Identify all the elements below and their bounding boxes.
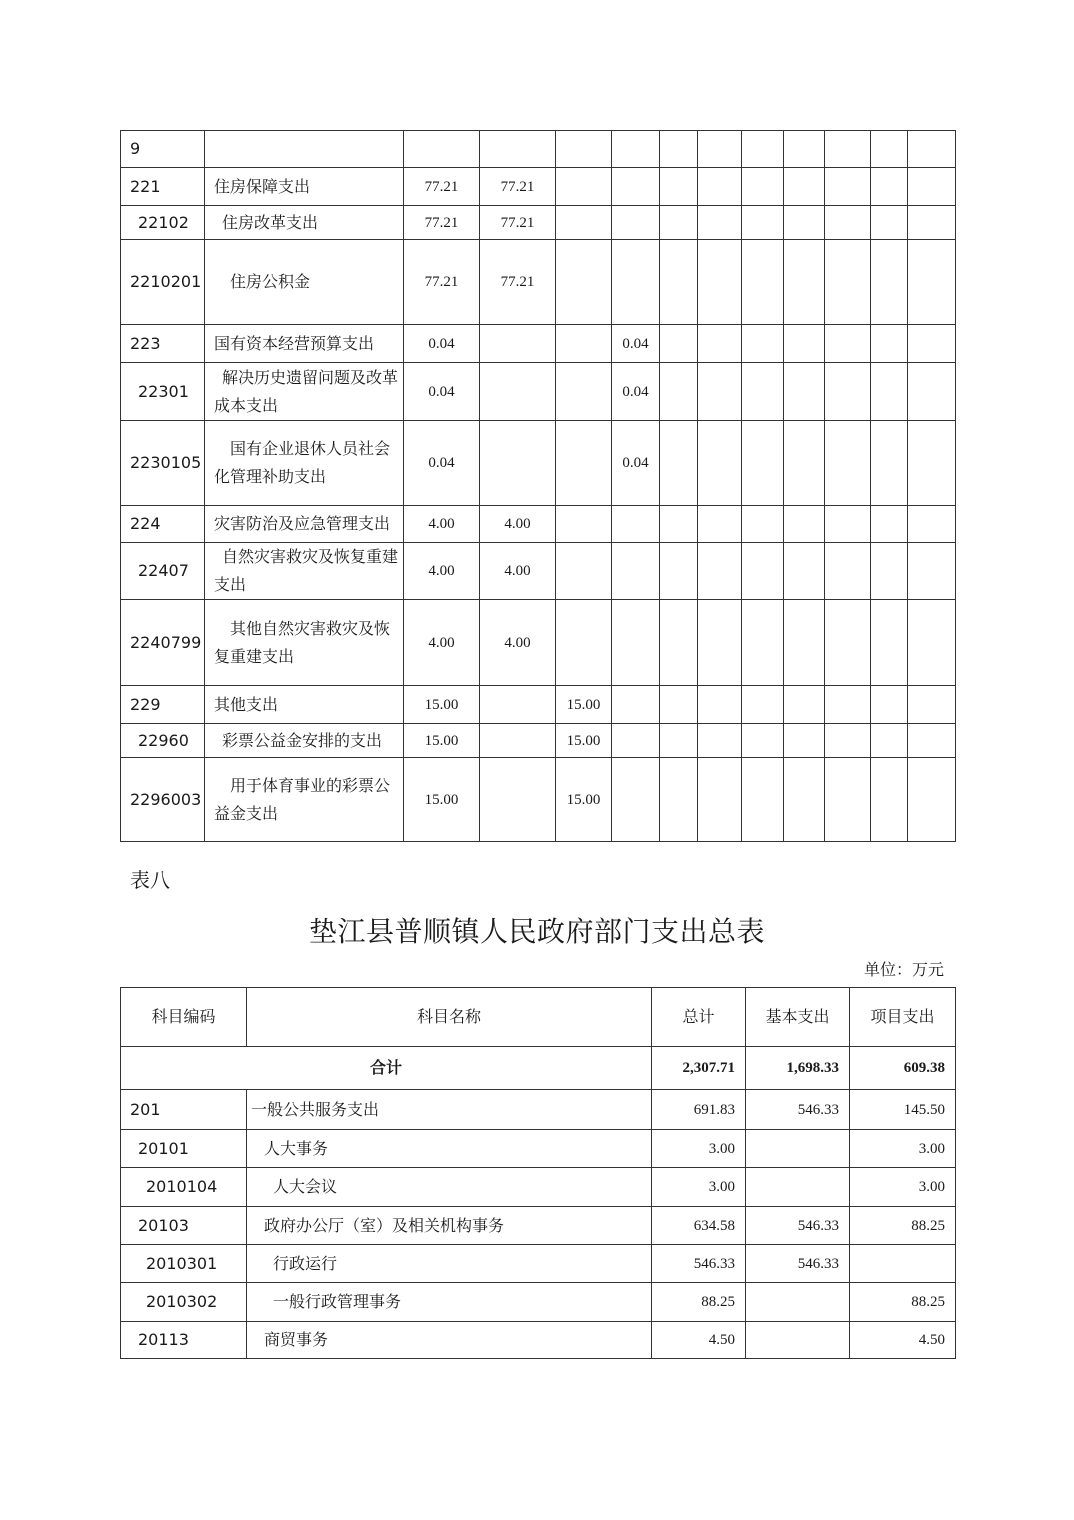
row-name: 住房保障支出 xyxy=(205,168,404,206)
empty-cell xyxy=(742,131,784,168)
table-row xyxy=(121,543,956,600)
header-basic: 基本支出 xyxy=(746,988,850,1047)
empty-cell xyxy=(698,506,742,543)
empty-cell xyxy=(742,543,784,600)
row-project xyxy=(556,421,612,506)
row-state-capital xyxy=(612,686,660,724)
row-name: 彩票公益金安排的支出 xyxy=(205,724,404,758)
empty-cell xyxy=(784,363,825,421)
empty-cell xyxy=(660,724,698,758)
row-code: 20101 xyxy=(121,1130,247,1168)
empty-cell xyxy=(871,168,908,206)
row-name: 一般公共服务支出 xyxy=(247,1090,652,1130)
empty-cell xyxy=(742,168,784,206)
row-code: 224 xyxy=(121,506,205,543)
empty-cell xyxy=(825,543,871,600)
row-code: 2210201 xyxy=(121,240,205,325)
table-row xyxy=(121,131,956,168)
empty-cell xyxy=(825,168,871,206)
row-total: 3.00 xyxy=(652,1130,746,1168)
empty-cell xyxy=(698,168,742,206)
row-total: 88.25 xyxy=(652,1283,746,1322)
table-row xyxy=(121,1283,956,1322)
row-project: 3.00 xyxy=(850,1130,956,1168)
row-total: 77.21 xyxy=(404,168,480,206)
row-code: 22407 xyxy=(121,543,205,600)
table-row xyxy=(121,325,956,363)
empty-cell xyxy=(825,758,871,842)
row-total: 546.33 xyxy=(652,1245,746,1283)
empty-cell xyxy=(871,724,908,758)
empty-cell xyxy=(908,421,956,506)
row-code: 22960 xyxy=(121,724,205,758)
empty-cell xyxy=(871,686,908,724)
empty-cell xyxy=(742,600,784,686)
row-basic: 77.21 xyxy=(480,206,556,240)
row-basic xyxy=(480,686,556,724)
empty-cell xyxy=(825,421,871,506)
row-basic xyxy=(746,1322,850,1359)
total-amount: 2,307.71 xyxy=(652,1047,746,1090)
table-row xyxy=(121,686,956,724)
row-basic: 4.00 xyxy=(480,543,556,600)
unit-label: 单位：万元 xyxy=(863,960,944,979)
empty-cell xyxy=(698,724,742,758)
empty-cell xyxy=(784,506,825,543)
row-code: 9 xyxy=(121,131,205,168)
row-total: 4.00 xyxy=(404,506,480,543)
row-basic: 4.00 xyxy=(480,506,556,543)
row-state-capital xyxy=(612,131,660,168)
empty-cell xyxy=(871,506,908,543)
table-row xyxy=(121,421,956,506)
row-project xyxy=(556,131,612,168)
empty-cell xyxy=(784,168,825,206)
empty-cell xyxy=(908,543,956,600)
row-name: 解决历史遗留问题及改革成本支出 xyxy=(205,363,404,421)
empty-cell xyxy=(742,325,784,363)
total-row xyxy=(121,1047,956,1090)
empty-cell xyxy=(698,325,742,363)
empty-cell xyxy=(825,686,871,724)
empty-cell xyxy=(660,543,698,600)
row-name: 其他自然灾害救灾及恢复重建支出 xyxy=(205,600,404,686)
row-basic: 77.21 xyxy=(480,168,556,206)
table-row xyxy=(121,600,956,686)
header-project: 项目支出 xyxy=(850,988,956,1047)
empty-cell xyxy=(660,206,698,240)
row-total: 15.00 xyxy=(404,758,480,842)
row-name: 政府办公厅（室）及相关机构事务 xyxy=(247,1207,652,1245)
row-code: 201 xyxy=(121,1090,247,1130)
row-project: 3.00 xyxy=(850,1168,956,1207)
row-project: 15.00 xyxy=(556,758,612,842)
row-code: 2240799 xyxy=(121,600,205,686)
empty-cell xyxy=(660,758,698,842)
row-basic xyxy=(480,363,556,421)
page-title: 垫江县普顺镇人民政府部门支出总表 xyxy=(308,915,765,948)
row-total: 4.50 xyxy=(652,1322,746,1359)
empty-cell xyxy=(742,506,784,543)
row-total: 0.04 xyxy=(404,363,480,421)
row-total: 0.04 xyxy=(404,325,480,363)
row-total: 15.00 xyxy=(404,724,480,758)
row-total: 15.00 xyxy=(404,686,480,724)
row-code: 2010104 xyxy=(121,1168,247,1207)
row-state-capital xyxy=(612,600,660,686)
empty-cell xyxy=(784,543,825,600)
row-project xyxy=(556,543,612,600)
table-row xyxy=(121,240,956,325)
empty-cell xyxy=(742,421,784,506)
table-row xyxy=(121,506,956,543)
table-row xyxy=(121,206,956,240)
row-code: 22102 xyxy=(121,206,205,240)
empty-cell xyxy=(660,600,698,686)
row-name: 其他支出 xyxy=(205,686,404,724)
row-code: 221 xyxy=(121,168,205,206)
row-name: 行政运行 xyxy=(247,1245,652,1283)
total-project: 609.38 xyxy=(850,1047,956,1090)
empty-cell xyxy=(908,240,956,325)
empty-cell xyxy=(908,363,956,421)
empty-cell xyxy=(908,600,956,686)
table-row xyxy=(121,1090,956,1130)
row-code: 229 xyxy=(121,686,205,724)
row-code: 20113 xyxy=(121,1322,247,1359)
row-project xyxy=(556,325,612,363)
empty-cell xyxy=(825,363,871,421)
row-basic: 546.33 xyxy=(746,1207,850,1245)
row-total: 634.58 xyxy=(652,1207,746,1245)
empty-cell xyxy=(908,724,956,758)
empty-cell xyxy=(742,758,784,842)
table-row xyxy=(121,363,956,421)
empty-cell xyxy=(825,600,871,686)
empty-cell xyxy=(871,363,908,421)
table-row xyxy=(121,1207,956,1245)
empty-cell xyxy=(698,686,742,724)
row-project xyxy=(556,206,612,240)
empty-cell xyxy=(742,206,784,240)
row-project xyxy=(556,363,612,421)
total-label: 合计 xyxy=(121,1047,652,1090)
row-total: 77.21 xyxy=(404,206,480,240)
empty-cell xyxy=(871,758,908,842)
row-name: 住房改革支出 xyxy=(205,206,404,240)
row-code: 2296003 xyxy=(121,758,205,842)
row-total xyxy=(404,131,480,168)
row-project: 15.00 xyxy=(556,724,612,758)
table-row xyxy=(121,1168,956,1207)
row-code: 22301 xyxy=(121,363,205,421)
table-row xyxy=(121,1322,956,1359)
row-name xyxy=(205,131,404,168)
empty-cell xyxy=(908,168,956,206)
empty-cell xyxy=(908,686,956,724)
empty-cell xyxy=(660,686,698,724)
empty-cell xyxy=(908,325,956,363)
row-name: 自然灾害救灾及恢复重建支出 xyxy=(205,543,404,600)
empty-cell xyxy=(871,600,908,686)
empty-cell xyxy=(825,206,871,240)
row-state-capital xyxy=(612,506,660,543)
row-project xyxy=(556,168,612,206)
row-code: 20103 xyxy=(121,1207,247,1245)
row-name: 人大会议 xyxy=(247,1168,652,1207)
row-basic xyxy=(480,758,556,842)
empty-cell xyxy=(825,506,871,543)
row-basic xyxy=(480,724,556,758)
empty-cell xyxy=(871,240,908,325)
table-header-row xyxy=(121,988,956,1047)
empty-cell xyxy=(742,724,784,758)
table-row xyxy=(121,724,956,758)
row-state-capital: 0.04 xyxy=(612,421,660,506)
row-state-capital xyxy=(612,543,660,600)
row-project xyxy=(850,1245,956,1283)
empty-cell xyxy=(784,325,825,363)
empty-cell xyxy=(908,131,956,168)
row-name: 一般行政管理事务 xyxy=(247,1283,652,1322)
empty-cell xyxy=(698,600,742,686)
empty-cell xyxy=(698,206,742,240)
empty-cell xyxy=(825,325,871,363)
empty-cell xyxy=(698,240,742,325)
row-basic: 4.00 xyxy=(480,600,556,686)
row-project xyxy=(556,600,612,686)
row-total: 77.21 xyxy=(404,240,480,325)
expenditure-summary-table xyxy=(120,987,956,1359)
row-state-capital xyxy=(612,168,660,206)
row-state-capital: 0.04 xyxy=(612,363,660,421)
row-basic xyxy=(480,325,556,363)
empty-cell xyxy=(871,206,908,240)
row-total: 0.04 xyxy=(404,421,480,506)
row-project: 4.50 xyxy=(850,1322,956,1359)
row-total: 4.00 xyxy=(404,543,480,600)
empty-cell xyxy=(698,421,742,506)
row-project: 15.00 xyxy=(556,686,612,724)
row-basic xyxy=(480,131,556,168)
empty-cell xyxy=(698,543,742,600)
row-project xyxy=(556,506,612,543)
empty-cell xyxy=(784,686,825,724)
row-basic xyxy=(746,1283,850,1322)
row-basic: 546.33 xyxy=(746,1245,850,1283)
empty-cell xyxy=(825,131,871,168)
row-state-capital: 0.04 xyxy=(612,325,660,363)
empty-cell xyxy=(908,506,956,543)
empty-cell xyxy=(698,363,742,421)
empty-cell xyxy=(784,240,825,325)
row-name: 住房公积金 xyxy=(205,240,404,325)
row-basic xyxy=(746,1130,850,1168)
table-row xyxy=(121,1245,956,1283)
row-state-capital xyxy=(612,240,660,325)
empty-cell xyxy=(825,240,871,325)
row-basic xyxy=(746,1168,850,1207)
continued-budget-table xyxy=(120,130,956,842)
empty-cell xyxy=(784,600,825,686)
row-basic: 77.21 xyxy=(480,240,556,325)
row-code: 2010301 xyxy=(121,1245,247,1283)
empty-cell xyxy=(660,131,698,168)
table-row xyxy=(121,758,956,842)
empty-cell xyxy=(871,131,908,168)
row-project: 145.50 xyxy=(850,1090,956,1130)
empty-cell xyxy=(784,758,825,842)
empty-cell xyxy=(871,421,908,506)
row-name: 人大事务 xyxy=(247,1130,652,1168)
empty-cell xyxy=(908,758,956,842)
empty-cell xyxy=(660,363,698,421)
row-project xyxy=(556,240,612,325)
row-basic: 546.33 xyxy=(746,1090,850,1130)
row-name: 用于体育事业的彩票公益金支出 xyxy=(205,758,404,842)
empty-cell xyxy=(784,421,825,506)
header-code: 科目编码 xyxy=(121,988,247,1047)
row-basic xyxy=(480,421,556,506)
empty-cell xyxy=(784,206,825,240)
empty-cell xyxy=(825,724,871,758)
row-name: 国有企业退休人员社会化管理补助支出 xyxy=(205,421,404,506)
empty-cell xyxy=(742,240,784,325)
row-code: 2010302 xyxy=(121,1283,247,1322)
total-basic: 1,698.33 xyxy=(746,1047,850,1090)
header-total: 总计 xyxy=(652,988,746,1047)
empty-cell xyxy=(742,686,784,724)
empty-cell xyxy=(871,543,908,600)
empty-cell xyxy=(660,168,698,206)
row-code: 2230105 xyxy=(121,421,205,506)
empty-cell xyxy=(742,363,784,421)
header-name: 科目名称 xyxy=(247,988,652,1047)
table-row xyxy=(121,1130,956,1168)
row-project: 88.25 xyxy=(850,1207,956,1245)
empty-cell xyxy=(784,131,825,168)
empty-cell xyxy=(660,506,698,543)
row-project: 88.25 xyxy=(850,1283,956,1322)
empty-cell xyxy=(660,421,698,506)
empty-cell xyxy=(698,131,742,168)
empty-cell xyxy=(698,758,742,842)
empty-cell xyxy=(871,325,908,363)
row-total: 4.00 xyxy=(404,600,480,686)
row-state-capital xyxy=(612,724,660,758)
empty-cell xyxy=(660,240,698,325)
table-row xyxy=(121,168,956,206)
section-label: 表八 xyxy=(130,868,170,892)
row-state-capital xyxy=(612,758,660,842)
empty-cell xyxy=(660,325,698,363)
empty-cell xyxy=(908,206,956,240)
row-name: 商贸事务 xyxy=(247,1322,652,1359)
row-total: 691.83 xyxy=(652,1090,746,1130)
row-name: 灾害防治及应急管理支出 xyxy=(205,506,404,543)
row-state-capital xyxy=(612,206,660,240)
empty-cell xyxy=(784,724,825,758)
row-name: 国有资本经营预算支出 xyxy=(205,325,404,363)
row-code: 223 xyxy=(121,325,205,363)
row-total: 3.00 xyxy=(652,1168,746,1207)
